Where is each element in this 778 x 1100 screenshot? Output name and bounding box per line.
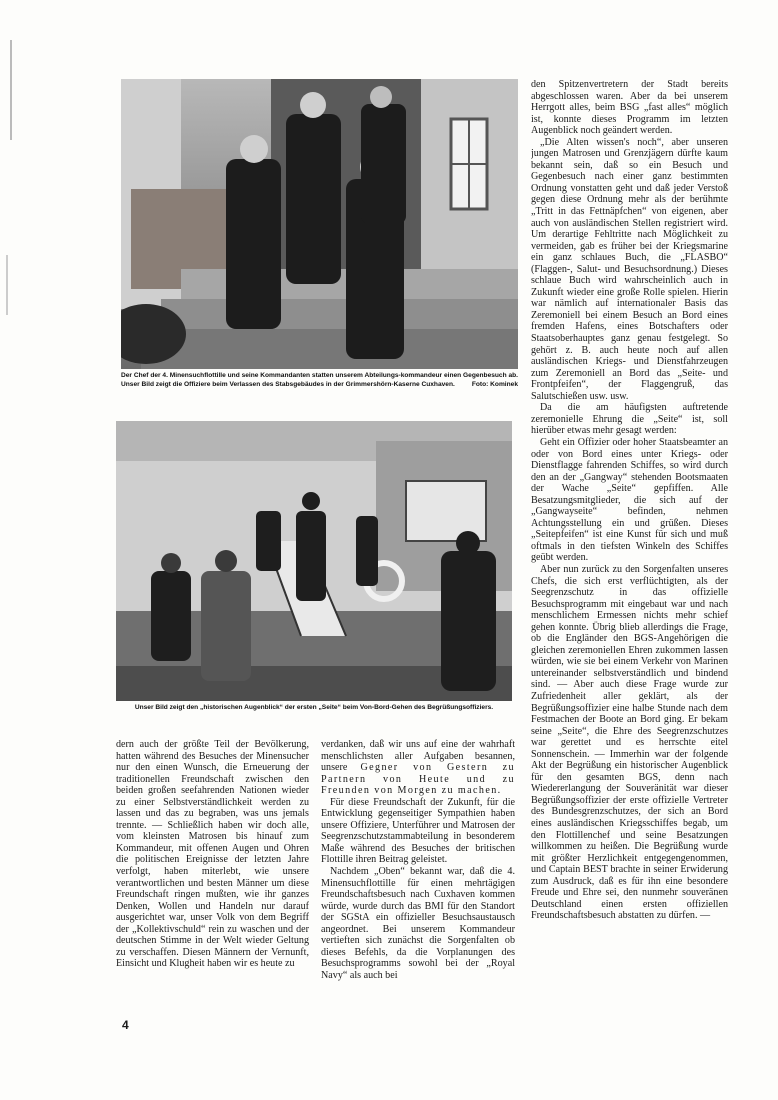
- article-column-2: [321, 739, 515, 1011]
- article-paragraph: [321, 739, 515, 797]
- article-paragraph: „Die Alten wissen's noch“, aber unseren jungen Matrosen und Grenzjägern dürfte kaum bekannt sein, daß so ein Besuch und Gegenbesuch nach einer ganz bestimmten Ordnung vonstatten geht und daß jeder Verstoß gegen diese Ordnung mehr als der berühmte „Tritt in das Fettnäpfchen“ von eigenen, aber auch von ausländischen Stellen registriert wird. Um derartige Fehltritte nach Möglichkeit zu vermeiden, gab es früher bei der Kriegsmarine ein ganz schlaues Buch, die „FLASBO“ (Flaggen-, Salut- und Besuchsordnung.) Dieses schlaue Buch wird wahrscheinlich auch in Zukunft wieder eine große Rolle spielen. Hierin war nämlich auf internationaler Basis das Zeremoniell bei einem Besuch an Bord eines fremden Hafens, eines Botschafters oder Staatsoberhauptes ganz genau festgelegt. So gehört z. B. auch heute noch auf allen ausländischen Kriegs- und Dienstfahrzeugen zum Zeremoniell an Bord das „Seite- und Frontpfeifen“, der Flaggengruß, das Salutschießen usw. usw.: [531, 136, 728, 402]
- article-paragraph: Nachdem „Oben“ bekannt war, daß die 4. Minensuchflottille für einen mehrtägigen Freundschaftsbesuch nach Cuxhaven kommen würde, wurde durch das BMI für den Standort der SGStA ein offizieller Besuchsaustausch angeordnet. Bei unserem Kommandeur vertieften sich zunächst die Sorgenfalten ob dieses Befehls, da die Vorplanungen des Besuchsprogramms sowohl bei der „Royal Navy“ als auch bei: [321, 866, 515, 981]
- photo-illustration: [121, 79, 518, 369]
- scan-edge-mark: [10, 40, 12, 140]
- article-paragraph: den Spitzenvertretern der Stadt bereits abgeschlossen waren. Aber da bei unserem Herrgott alles, beim BSG „fast alles“ möglich ist, konnte dieses Programm im letzten Augenblick noch geändert werden.: [531, 79, 728, 137]
- photo1-credit: Foto: Kominek: [471, 380, 518, 388]
- page-number: 4: [122, 1018, 129, 1032]
- article-paragraph: Da die am häufigsten auftretende zeremonielle Ehrung die „Seite“ ist, soll hierüber etwas mehr gesagt werden:: [531, 402, 728, 437]
- spaced-text-run: Gegner von Gestern zu Partnern von Heute und zu Freunden von Morgen zu machen.: [321, 762, 515, 797]
- article-paragraph: dern auch der größte Teil der Bevölkerung, hatten während des Besuches der Minensucher nur den einen Wunsch, die Erneuerung der traditionellen Freundschaft zwischen den beiden großen seefahrenden Nationen wieder zu einer Selbstverständlichkeit werden zu lassen und das zu begraben, was uns jemals trennte. — Schließlich haben wir doch alle, vom kleinsten Matrosen bis hinauf zum Kommandeur, mit offenen Augen und Ohren die politischen Ereignisse der letzten Jahre verfolgt, haben miterlebt, wie unsere verantwortlichen und besten Männer um diese Freundschaft ringen mußten, wie ihr ganzes Denken, Wollen und Handeln nur darauf ausgerichtet war, unser Volk von dem Begriff der „Kollektivschuld“ rein zu waschen und der deutschen Stimme in der Welt wieder Geltung zu verschaffen. Diesen Männern der Vernunft, Einsicht und Klugheit haben wir es heute zu: [116, 739, 309, 970]
- photo-officer-leaving-ship: [116, 421, 512, 701]
- photo2-caption-text: Unser Bild zeigt den „historischen Augenblick“ der ersten „Seite“ beim Von-Bord-Gehen des Begrüßungsoffiziers.: [134, 704, 494, 711]
- article-column-3: [531, 79, 728, 1015]
- text-run: verdanken, daß wir uns auf eine der wahrhaft menschlichsten aller Aufgaben besannen, unsere: [321, 739, 515, 774]
- photo-officers-leaving-building: [121, 79, 518, 369]
- photo1-caption: [121, 372, 518, 389]
- article-paragraph: Aber nun zurück zu den Sorgenfalten unseres Chefs, die sich erst verflüchtigten, als der Seegrenzschutz in das offizielle Besuchsprogramm mit eingebaut war und nach menschlichem Ermessen nichts mehr schief gehen konnte. Übrig blieb allerdings die Frage, ob die Engländer den BGS-Angehörigen die gleichen zeremoniellen Ehren zukommen lassen würden, wie sie bei einem Verkehr von Marinen untereinander selbstverständlich und bindend sind. — Aber auch diese Frage wurde zur Zufriedenheit aller geklärt, als der Begrüßungsoffizier eine halbe Stunde nach dem Festmachen der Boote an Bord ging. Er bekam seine „Seite“, die Ehre des Seegrenzschutzes war gerettet und es herrschte eitel Sonnenschein. — Immerhin war der folgende Akt der Begrüßung ein historischer Augenblick für den gesamten BGS, denn nach Wiedererlangung der Souveränität war dieser Begrüßungsoffizier der erste offizielle Vertreter des Bundesgrenzschutzes, der sich an Bord eines ausländischen Kriegsschiffes begab, um den Flottillenchef und seine Besatzungen willkommen zu heißen. Die Begrüßung wurde mit größter Herzlichkeit entgegengenommen, und Captain BEST brachte in seiner Erwiderung zum Ausdruck, daß es für ihn eine besondere Freude und Ehre sei, den nunmehr souveränen Deutschland einen ersten offiziellen Freundschaftsbesuch abstatten zu dürfen. —: [531, 563, 728, 922]
- article-paragraph: Für diese Freundschaft der Zukunft, für die Entwicklung gegenseitiger Sympathien haben unsere Offiziere, Unterführer und Matrosen der Seegrenzschutzstammabteilung in besonderem Maße während des Besuches der britischen Flottille ihren Beitrag geleistet.: [321, 796, 515, 866]
- article-paragraph: Geht ein Offizier oder hoher Staatsbeamter an oder von Bord eines unter Kriegs- oder Dienstflagge fahrenden Schiffes, so wird durch den an der „Gangway“ stehenden Bootsmaaten der Wache „Seite“ gepfiffen. Alle Besatzungsmitglieder, die sich auf der „Gangwayseite“ befinden, nehmen Achtungsstellung ein und grüßen. Dieses „Seitepfeifen“ ist eine Kunst für sich und muß oftmals in den tiefsten Winkeln des Schiffes geübt werden.: [531, 436, 728, 564]
- scan-edge-mark: [6, 255, 8, 315]
- article-column-1: [116, 739, 309, 1011]
- photo1-caption-text: Der Chef der 4. Minensuchflottille und seine Kommandanten statten unserem Abteilungs-kommandeur einen Gegenbesuch ab. Unser Bild zeigt die Offiziere beim Verlassen des Stabsgebäudes in der Grimmershörn-Kaserne Cuxhaven.: [121, 372, 518, 388]
- photo2-caption: [116, 704, 512, 713]
- photo-illustration: [116, 421, 512, 701]
